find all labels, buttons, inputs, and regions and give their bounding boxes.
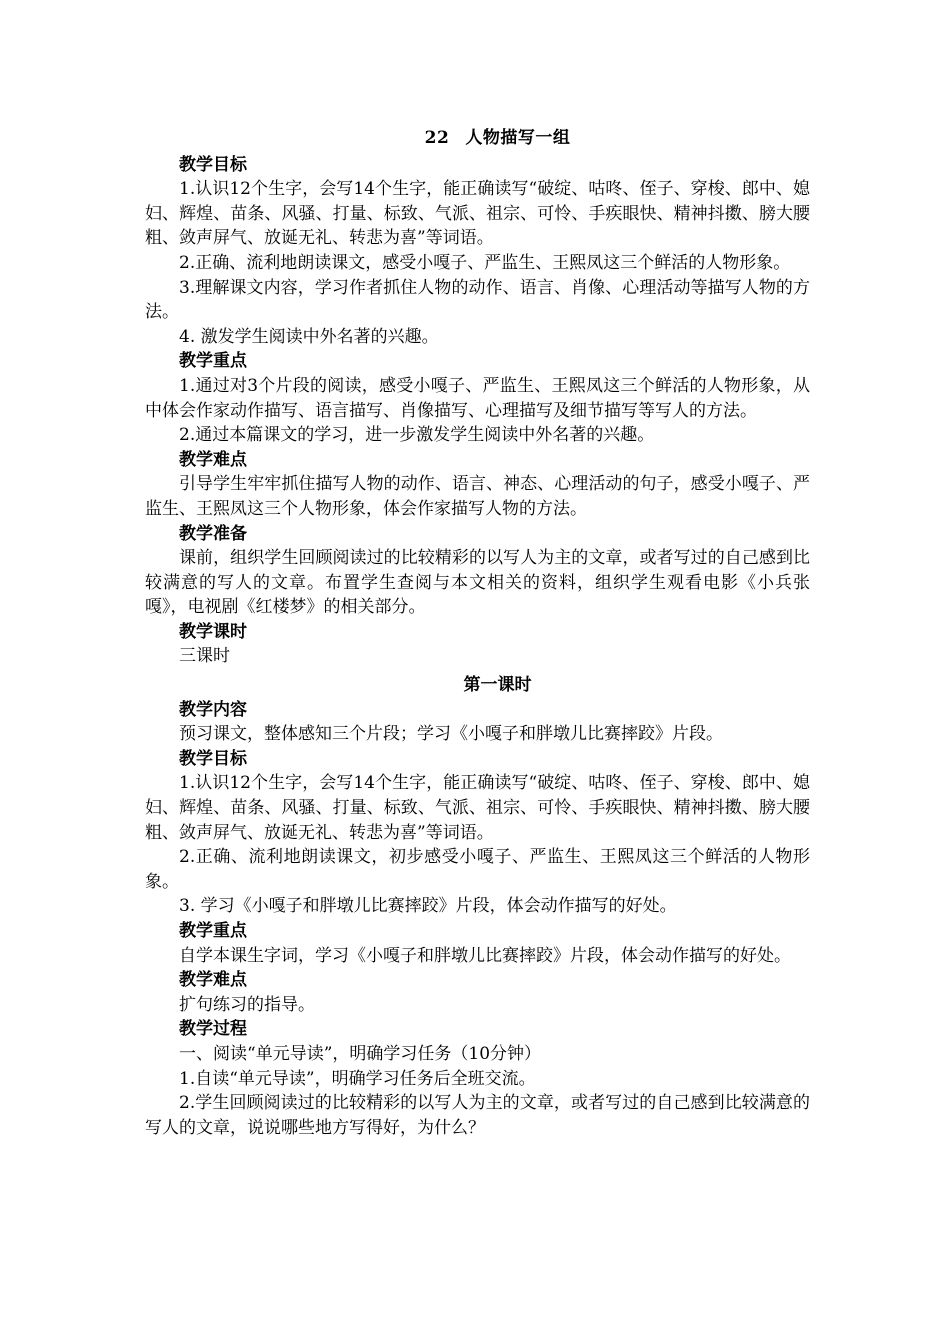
section-heading: 教学难点 <box>179 970 247 991</box>
section-heading: 教学目标 <box>179 748 247 769</box>
paragraph: 1.通过对3个片段的阅读，感受小嘎子、严监生、王熙凤这三个鲜活的人物形象，从中体会作家动作描写、语言描写、肖像描写、心理描写及细节描写等写人的方法。 <box>145 375 810 421</box>
paragraph: 引导学生牢牢抓住描写人物的动作、语言、神态、心理活动的句子，感受小嘎子、严监生、王熙凤这三个人物形象，体会作家描写人物的方法。 <box>145 474 810 519</box>
paragraph: 2.正确、流利地朗读课文，感受小嘎子、严监生、王熙凤这三个鲜活的人物形象。 <box>179 252 791 273</box>
paragraph: 3. 学习《小嘎子和胖墩儿比赛摔跤》片段，体会动作描写的好处。 <box>179 896 677 917</box>
section-heading: 教学课时 <box>179 621 247 642</box>
section-heading: 教学重点 <box>179 921 247 941</box>
section-heading: 教学准备 <box>179 523 247 544</box>
lesson-number: 22 <box>424 128 450 148</box>
document-title <box>145 126 810 151</box>
paragraph: 2.通过本篇课文的学习，进一步激发学生阅读中外名著的兴趣。 <box>179 425 655 446</box>
paragraph: 4. 激发学生阅读中外名著的兴趣。 <box>179 326 439 347</box>
section-heading: 教学内容 <box>179 699 247 720</box>
paragraph: 预习课文，整体感知三个片段；学习《小嘎子和胖墩儿比赛摔跤》片段。 <box>179 724 723 745</box>
document-body <box>145 153 810 1141</box>
paragraph: 课前，组织学生回顾阅读过的比较精彩的以写人为主的文章，或者写过的自己感到比较满意的写人的文章。布置学生查阅与本文相关的资料，组织学生观看电影《小兵张嘎》，电视剧《红楼梦》的相关部分。 <box>145 548 810 618</box>
section-heading: 教学重点 <box>179 351 247 372</box>
paragraph: 1.认识12个生字，会写14个生字，能正确读写“破绽、咕咚、侄子、穿梭、郎中、媳妇、辉煌、苗条、风骚、打量、标致、气派、祖宗、可怜、手疾眼快、精神抖擞、膀大腰粗、敛声屏气、放诞无礼、转悲为喜”等词语。 <box>145 179 810 249</box>
document-page <box>145 126 810 1140</box>
paragraph: 1.认识12个生字，会写14个生字，能正确读写“破绽、咕咚、侄子、穿梭、郎中、媳妇、辉煌、苗条、风骚、打量、标致、气派、祖宗、可怜、手疾眼快、精神抖擞、膀大腰粗、敛声屏气、放诞无礼、转悲为喜”等词语。 <box>145 773 810 843</box>
paragraph: 2.学生回顾阅读过的比较精彩的以写人为主的文章，或者写过的自己感到比较满意的写人的文章，说说哪些地方写得好，为什么？ <box>145 1093 810 1138</box>
paragraph: 2.正确、流利地朗读课文，初步感受小嘎子、严监生、王熙凤这三个鲜活的人物形象。 <box>145 847 810 892</box>
section-heading: 教学过程 <box>179 1019 247 1040</box>
paragraph: 扩句练习的指导。 <box>179 994 315 1015</box>
lesson-subtitle: 第一课时 <box>463 675 532 696</box>
lesson-title: 人物描写一组 <box>465 128 571 148</box>
section-heading: 教学难点 <box>179 449 247 470</box>
paragraph: 3.理解课文内容，学习作者抓住人物的动作、语言、肖像、心理活动等描写人物的方法。 <box>145 277 810 323</box>
paragraph: 1.自读“单元导读”，明确学习任务后全班交流。 <box>179 1068 536 1089</box>
paragraph: 一、阅读“单元导读”，明确学习任务（10分钟） <box>179 1043 542 1064</box>
section-heading: 教学目标 <box>179 154 247 175</box>
paragraph: 三课时 <box>179 646 230 667</box>
paragraph: 自学本课生字词，学习《小嘎子和胖墩儿比赛摔跤》片段，体会动作描写的好处。 <box>179 945 791 966</box>
